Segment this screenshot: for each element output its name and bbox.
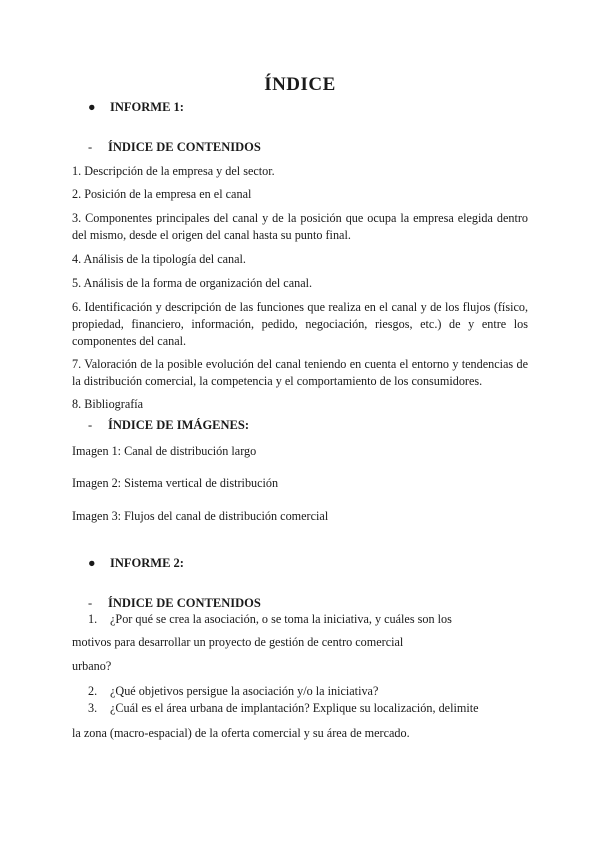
contents-item-5: 5. Análisis de la forma de organización del canal. (72, 276, 313, 290)
contents-item-6-text: 6. Identificación y descripción de las funciones que realiza en el canal y de los flujos (físico, propiedad, financiero, información, pedido, negociación, riesgos, etc.) de y entre los componentes del canal. (72, 300, 528, 348)
informe1-contents-heading-text: ÍNDICE DE CONTENIDOS (108, 140, 261, 154)
informe2-contents-heading-text: ÍNDICE DE CONTENIDOS (108, 596, 261, 610)
contents-item-7-text: 7. Valoración de la posible evolución del canal teniendo en cuenta el entorno y tendencias de la distribución comercial, la competencia y el comportamiento de los consumidores. (72, 357, 528, 388)
question-3-line-1: ¿Cuál es el área urbana de implantación? Explique su localización, delimite (110, 701, 479, 715)
question-1-line-2: motivos para desarrollar un proyecto de gestión de centro comercial (72, 635, 404, 649)
contents-item-3 (72, 210, 528, 244)
question-1-number: 1. (88, 612, 98, 626)
question-3-line-2: la zona (macro-espacial) de la oferta comercial y su área de mercado. (72, 726, 410, 740)
question-1-line-1: ¿Por qué se crea la asociación, o se toma la iniciativa, y cuáles son los (110, 612, 452, 626)
dash-icon: - (88, 140, 93, 154)
question-2-number: 2. (88, 684, 98, 698)
informe1-images-heading-text: ÍNDICE DE IMÁGENES: (108, 418, 249, 432)
question-3-number: 3. (88, 701, 98, 715)
question-1 (88, 612, 452, 627)
informe2-heading-text: INFORME 2: (110, 556, 184, 570)
bullet-icon: ● (88, 100, 96, 114)
contents-item-8: 8. Bibliografía (72, 397, 144, 411)
question-1-line-3: urbano? (72, 659, 112, 673)
page-title: ÍNDICE (264, 74, 336, 95)
informe1-heading-text: INFORME 1: (110, 100, 184, 114)
contents-item-2: 2. Posición de la empresa en el canal (72, 187, 252, 201)
informe1-heading (88, 100, 184, 115)
informe2-heading (88, 556, 184, 571)
bullet-icon: ● (88, 556, 96, 570)
informe1-images-heading (88, 418, 249, 433)
contents-item-6 (72, 299, 528, 350)
contents-item-3-text: 3. Componentes principales del canal y de la posición que ocupa la empresa elegida dentro del mismo, desde el origen del canal hasta su punto final. (72, 211, 528, 242)
question-2 (88, 684, 378, 699)
contents-item-1: 1. Descripción de la empresa y del sector. (72, 164, 275, 178)
image-item-3: Imagen 3: Flujos del canal de distribución comercial (72, 509, 329, 523)
informe1-contents-heading (88, 140, 261, 155)
informe2-contents-heading (88, 596, 261, 611)
image-item-2: Imagen 2: Sistema vertical de distribución (72, 476, 279, 490)
contents-item-4: 4. Análisis de la tipología del canal. (72, 252, 246, 266)
question-3 (88, 701, 479, 716)
question-2-text: ¿Qué objetivos persigue la asociación y/o la iniciativa? (110, 684, 379, 698)
image-item-1: Imagen 1: Canal de distribución largo (72, 444, 257, 458)
contents-item-7 (72, 356, 528, 390)
dash-icon: - (88, 596, 93, 610)
dash-icon: - (88, 418, 93, 432)
